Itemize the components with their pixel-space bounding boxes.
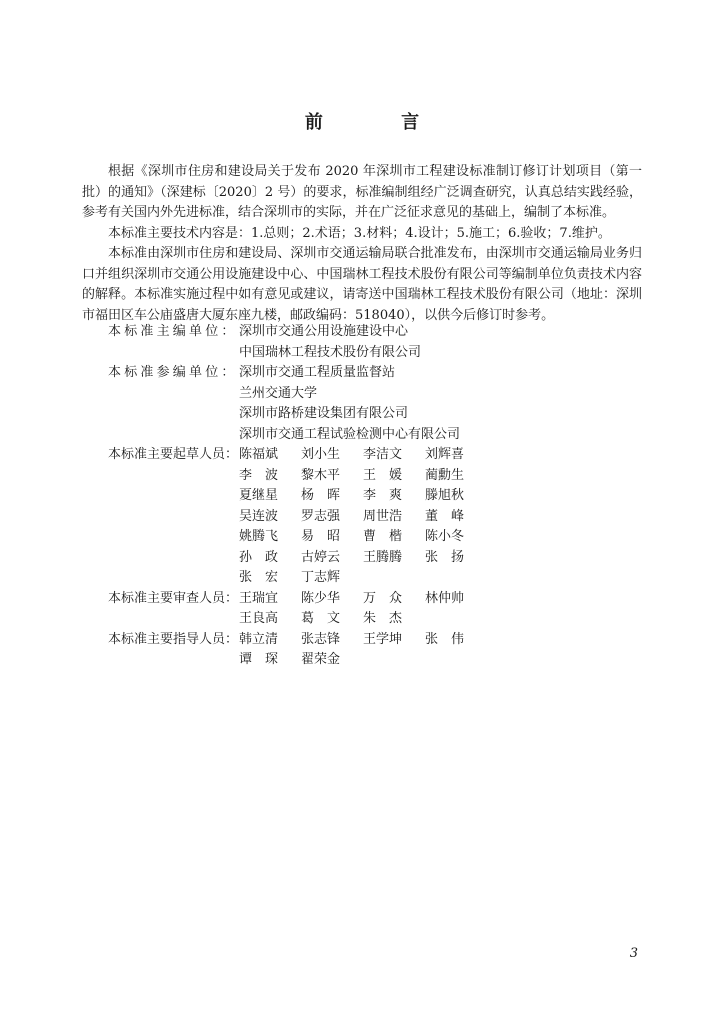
chief-editor-org: 深圳市交通公用设施建设中心 [239,324,409,339]
person-name: 陈少华 [301,590,341,606]
person-name: 刘小生 [301,447,341,462]
paragraph-basis: 根据《深圳市住房和建设局关于发布 2020 年深圳市工程建设标准制订修订计划项目（第一批）的通知》（深建标〔2020〕2 号）的要求，标准编制组经广泛调查研究，认真总结实践经验，参考有关国内外先进标准，结合深圳市的实际，并在广泛征求意见的基础上，编制了本标准。 [82,164,642,220]
person-name: 罗志强 [301,508,341,524]
person-name: 易 昭 [301,529,341,544]
person-name: 王学坤 [363,631,403,647]
guides-label: 本标准主要指导人员： [108,631,239,647]
participating-org: 兰州交通大学 [239,385,318,401]
person-name: 韩立清 [239,631,279,647]
drafters-names [239,445,539,589]
reviewers-label: 本标准主要审查人员： [108,590,239,606]
person-name: 刘辉喜 [425,447,465,462]
person-name: 陈福斌 [239,447,279,462]
reviewers-names [239,589,539,630]
person-name: 张 宏 [239,570,279,585]
chief-editor-row [82,322,642,363]
preface-body [82,162,642,326]
person-name: 张志锋 [301,631,341,647]
person-name: 谭 琛 [239,652,279,667]
person-name: 夏继星 [239,488,279,503]
person-name: 李洁文 [363,447,403,462]
person-name: 李 爽 [363,488,403,503]
person-name: 朱 杰 [363,611,403,626]
person-name: 周世浩 [363,508,403,524]
participating-org: 深圳市交通工程试验检测中心有限公司 [239,426,461,442]
participating-org: 深圳市路桥建设集团有限公司 [239,406,409,421]
contributors-section [82,322,642,671]
person-name: 李 波 [239,467,279,483]
person-name: 古婷云 [301,549,341,565]
person-name: 丁志辉 [301,570,341,585]
chief-editor-label: 本标准主编单位： [108,324,238,339]
person-name: 林仲帅 [425,590,465,606]
paragraph-contents: 本标准主要技术内容是：1.总则；2.术语；3.材料；4.设计；5.施工；6.验收；7.维护。 [108,225,611,241]
person-name: 王腾腾 [363,549,403,565]
person-name: 万 众 [363,590,403,606]
drafters-label: 本标准主要起草人员： [108,447,239,462]
person-name: 王良高 [239,611,279,626]
person-name: 葛 文 [301,611,341,626]
guides-row [82,630,642,671]
paragraph-approval: 本标准由深圳市住房和建设局、深圳市交通运输局联合批准发布，由深圳市交通运输局业务归口并组织深圳市交通公用设施建设中心、中国瑞林工程技术股份有限公司等编制单位负责技术内容的解释。本标准实施过程中如有意见或建议，请寄送中国瑞林工程技术股份有限公司（地址：深圳市福田区车公庙盛唐大厦东座九楼，邮政编码：518040），以供今后修订时参考。 [82,246,642,323]
person-name: 孙 政 [239,549,279,565]
person-name: 董 峰 [425,508,465,524]
person-name: 陈小冬 [425,529,465,544]
person-name: 翟荣金 [301,652,341,667]
person-name: 姚腾飞 [239,529,279,544]
person-name: 张 扬 [425,549,465,565]
person-name: 王瑞宜 [239,590,279,606]
participating-label: 本标准参编单位： [108,365,238,380]
reviewers-row [82,589,642,630]
person-name: 杨 晖 [301,488,341,503]
participating-org: 深圳市交通工程质量监督站 [239,365,396,380]
person-name: 滕旭秋 [425,488,465,503]
chief-editor-org: 中国瑞林工程技术股份有限公司 [239,344,422,360]
page-number: 3 [629,946,638,961]
person-name: 蔺勳生 [425,467,465,483]
participating-row [82,363,642,445]
drafters-row [82,445,642,589]
person-name: 黎木平 [301,467,341,483]
page-title: 前 言 [304,112,456,133]
guides-names [239,630,539,671]
person-name: 王 媛 [363,467,403,483]
person-name: 张 伟 [425,631,465,647]
person-name: 曹 楷 [363,529,403,544]
person-name: 吴连波 [239,508,279,524]
